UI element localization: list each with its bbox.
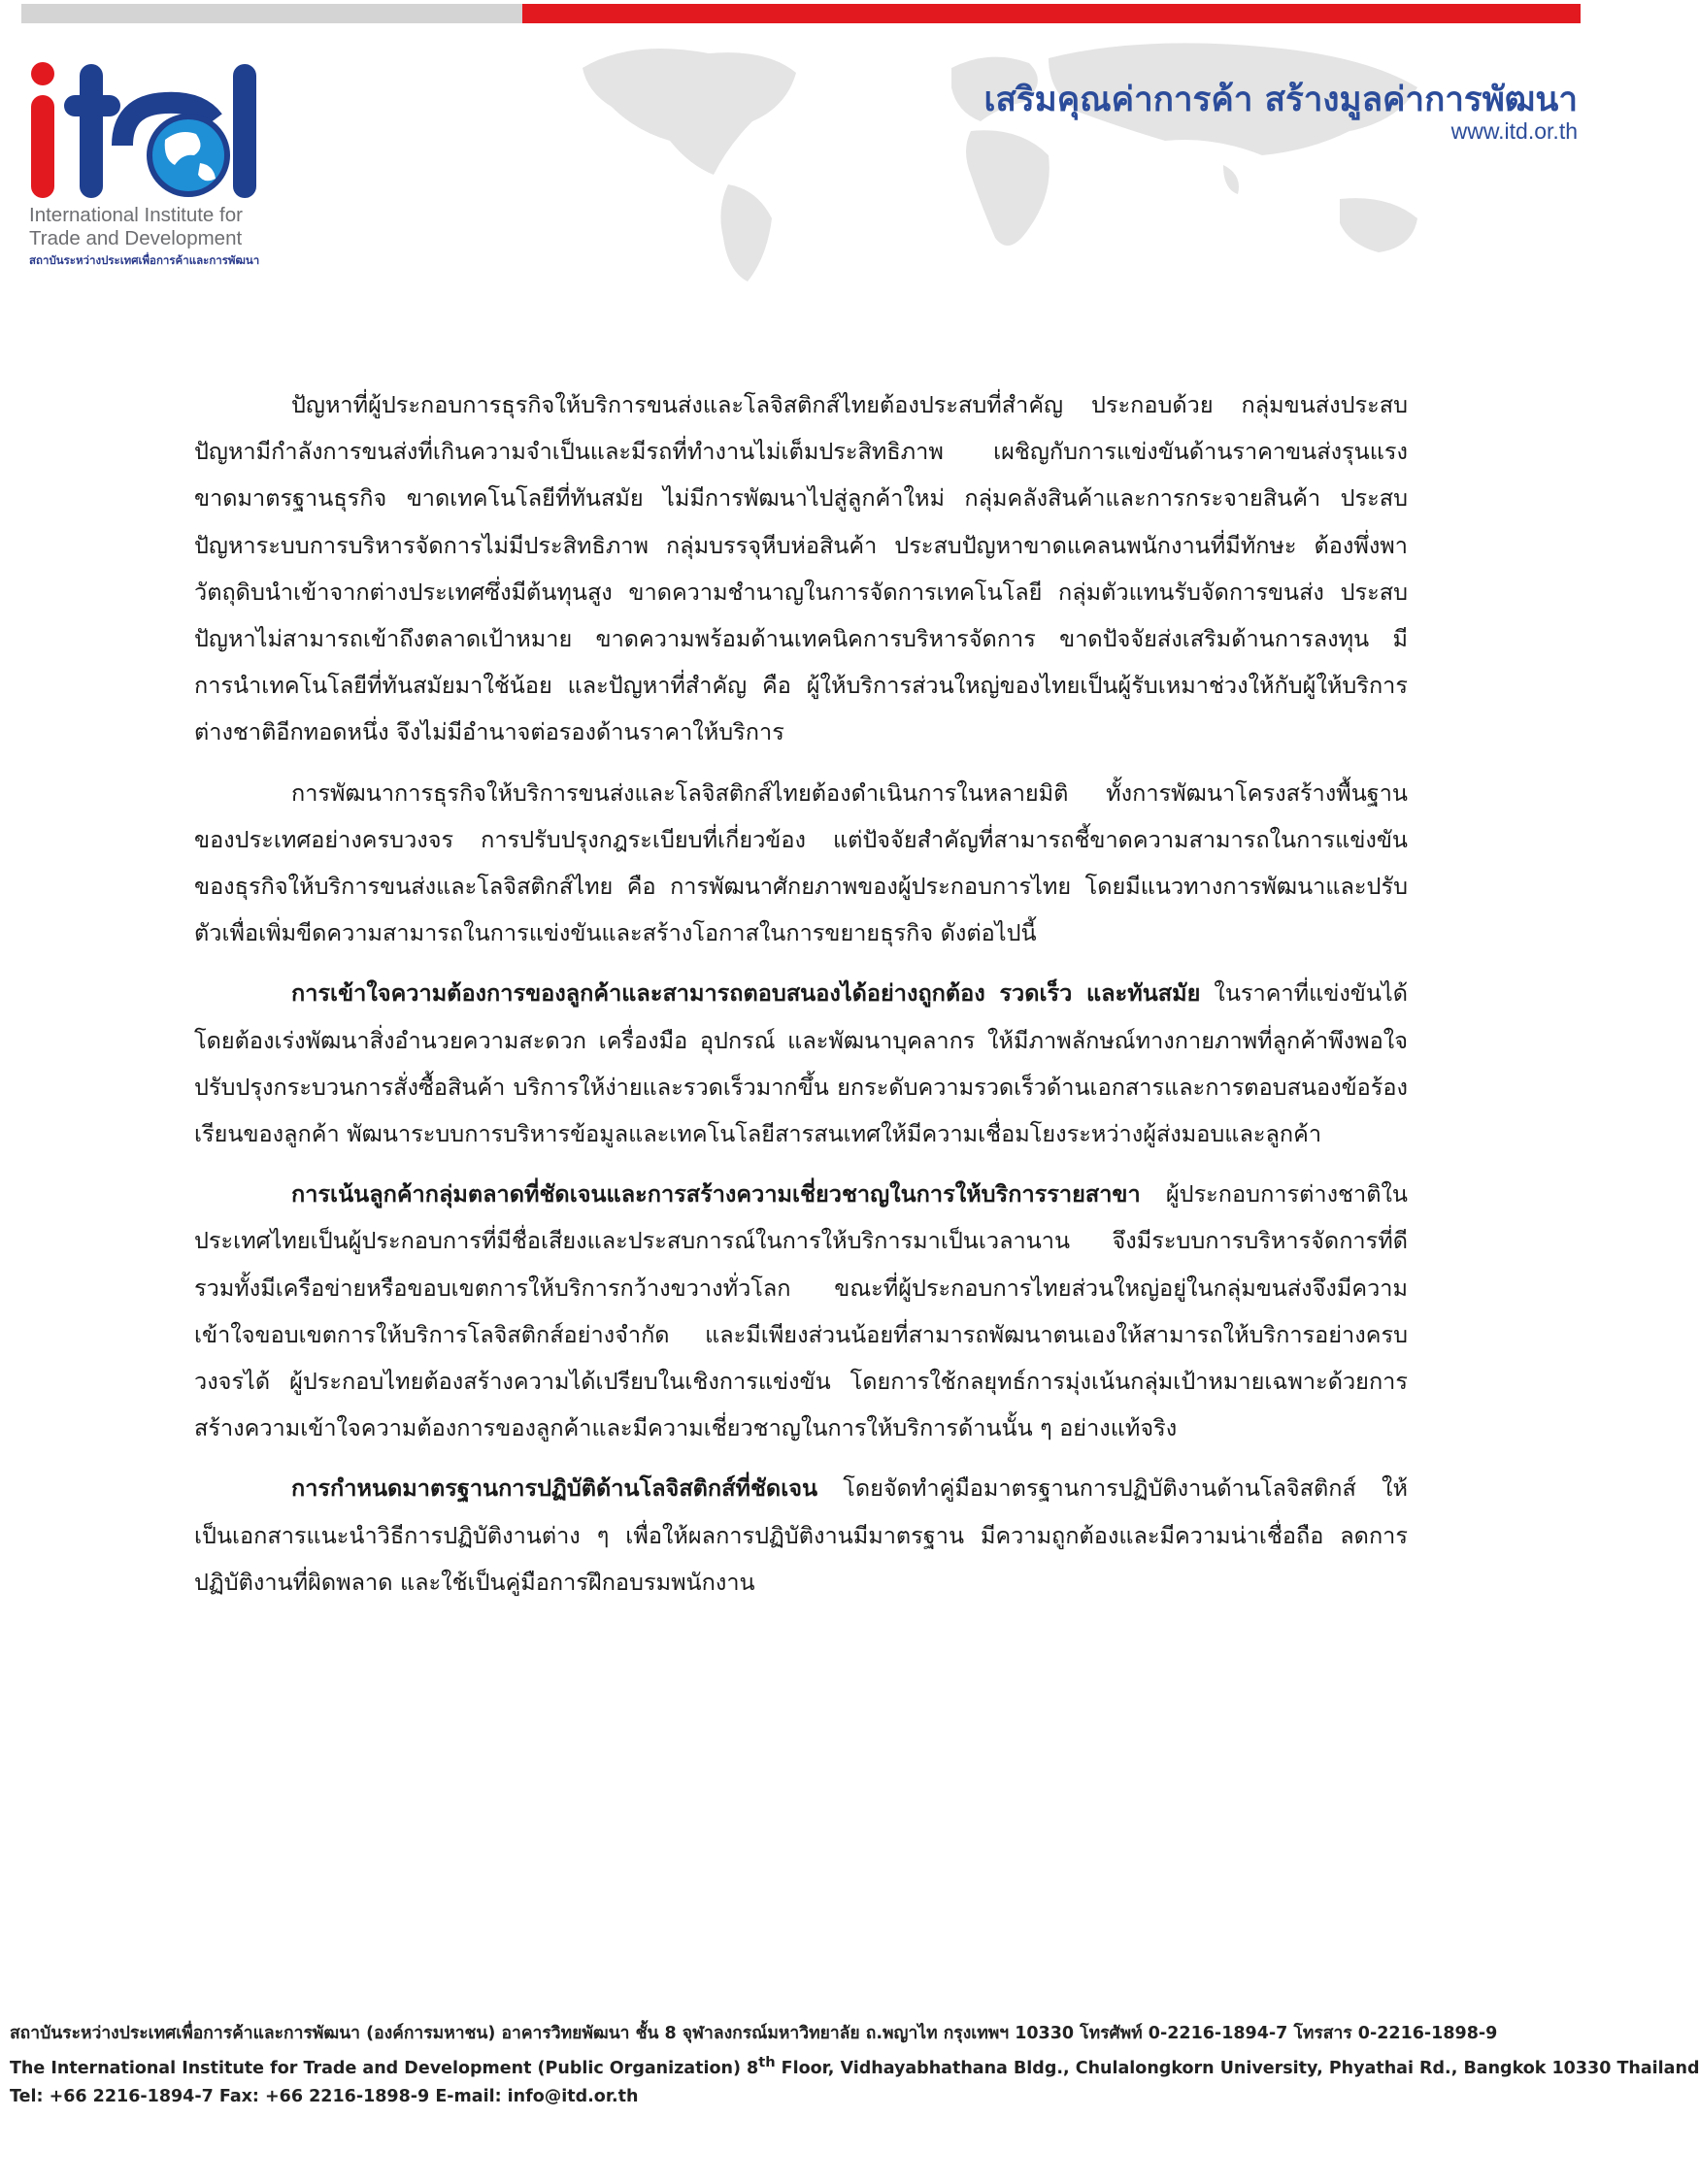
header-bar-grey xyxy=(21,4,522,23)
paragraph-2: การพัฒนาการธุรกิจให้บริการขนส่งและโลจิสติกส์ไทยต้องดำเนินการในหลายมิติ ทั้งการพัฒนาโครงสร้างพื้นฐานของประเทศอย่างครบวงจร การปรับปรุงกฎระเบียบที่เกี่ยวข้อง แต่ปัจจัยสำคัญที่สามารถชี้ขาดความสามารถในการแข่งขันของธุรกิจให้บริการขนส่งและโลจิสติกส์ไทย คือ การพัฒนาศักยภาพของผู้ประกอบการไทย โดยมีแนวทางการพัฒนาและปรับตัวเพื่อเพิ่มขีดความสามารถในการแข่งขันและสร้างโอกาสในการขยายธุรกิจ ดังต่อไปนี้ xyxy=(194,778,1408,947)
footer-address-thai: สถาบันระหว่างประเทศเพื่อการค้าและการพัฒนา (องค์การมหาชน) อาคารวิทยพัฒนา ชั้น 8 จุฬาลงกรณ์มหาวิทยาลัย ถ.พญาไท กรุงเทพฯ 10330 โทรศัพท์ 0-2216-1894-7 โทรสาร 0-2216-1898-9 xyxy=(10,2024,1498,2043)
paragraph-3-text: ในราคาที่แข่งขันได้ โดยต้องเร่งพัฒนาสิ่งอำนวยความสะดวก เครื่องมือ อุปกรณ์ และพัฒนาบุคลากร ให้มีภาพลักษณ์ทางกายภาพที่ลูกค้าพึงพอใจ ปรับปรุงกระบวนการสั่งซื้อสินค้า บริการให้ง่ายและรวดเร็วมากขึ้น ยกระดับความรวดเร็วด้านเอกสารและการตอบสนองข้อร้องเรียนของลูกค้า พัฒนาระบบการบริหารข้อมูลและเทคโนโลยีสารสนเทศให้มีความเชื่อมโยงระหว่างผู้ส่งมอบและลูกค้า xyxy=(194,979,1408,1148)
paragraph-5 xyxy=(194,1465,1408,1605)
paragraph-4-text: ผู้ประกอบการต่างชาติในประเทศไทยเป็นผู้ประกอบการที่มีชื่อเสียงและประสบการณ์ในการให้บริการมาเป็นเวลานาน จึงมีระบบการบริหารจัดการที่ดี รวมทั้งมีเครือข่ายหรือขอบเขตการให้บริการกว้างขวางทั่วโลก ขณะที่ผู้ประกอบการไทยส่วนใหญ่อยู่ในกลุ่มขนส่งจึงมีความเข้าใจขอบเขตการให้บริการโลจิสติกส์อย่างจำกัด และมีเพียงส่วนน้อยที่สามารถพัฒนาตนเองให้สามารถให้บริการอย่างครบวงจรได้ ผู้ประกอบไทยต้องสร้างความได้เปรียบในเชิงการแข่งขัน โดยการใช้กลยุทธ์การมุ่งเน้นกลุ่มเป้าหมายเฉพาะด้วยการสร้างความเข้าใจความต้องการของลูกค้าและมีความเชี่ยวชาญในการให้บริการด้านนั้น ๆ อย่างแท้จริง xyxy=(194,1180,1408,1442)
footer xyxy=(10,2020,1699,2111)
logo-text-line2: Trade and Development xyxy=(29,227,243,249)
paragraph-1: ปัญหาที่ผู้ประกอบการธุรกิจให้บริการขนส่งและโลจิสติกส์ไทยต้องประสบที่สำคัญ ประกอบด้วย กลุ่มขนส่งประสบปัญหามีกำลังการขนส่งที่เกินความจำเป็นและมีรถที่ทำงานไม่เต็มประสิทธิภาพ เผชิญกับการแข่งขันด้านราคาขนส่งรุนแรง ขาดมาตรฐานธุรกิจ ขาดเทคโนโลยีที่ทันสมัย ไม่มีการพัฒนาไปสู่ลูกค้าใหม่ กลุ่มคลังสินค้าและการกระจายสินค้า ประสบปัญหาระบบการบริหารจัดการไม่มีประสิทธิภาพ กลุ่มบรรจุหีบห่อสินค้า ประสบปัญหาขาดแคลนพนักงานที่มีทักษะ ต้องพึ่งพาวัตถุดิบนำเข้าจากต่างประเทศซึ่งมีต้นทุนสูง ขาดความชำนาญในการจัดการเทคโนโลยี กลุ่มตัวแทนรับจัดการขนส่ง ประสบปัญหาไม่สามารถเข้าถึงตลาดเป้าหมาย ขาดความพร้อมด้านเทคนิคการบริหารจัดการ ขาดปัจจัยส่งเสริมด้านการลงทุน มีการนำเทคโนโลยีที่ทันสมัยมาใช้น้อย และปัญหาที่สำคัญ คือ ผู้ให้บริการส่วนใหญ่ของไทยเป็นผู้รับเหมาช่วงให้กับผู้ให้บริการต่างชาติอีกทอดหนึ่ง จึงไม่มีอำนาจต่อรองด้านราคาให้บริการ xyxy=(194,391,1408,746)
paragraph-5-heading: การกำหนดมาตรฐานการปฏิบัติด้านโลจิสติกส์ที่ชัดเจน xyxy=(291,1474,818,1503)
footer-address-english: The International Institute for Trade and Development (Public Organization) 8th Floor, Vidhayabhathana Bldg., Chulalongkorn University, Phyathai Rd., Bangkok 10330 Thailand xyxy=(10,2054,1699,2078)
header-bar-red xyxy=(522,4,1581,23)
document-body xyxy=(194,381,1408,1619)
paragraph-3 xyxy=(194,970,1408,1157)
paragraph-3-heading: การเข้าใจความต้องการของลูกค้าและสามารถตอบสนองได้อย่างถูกต้อง รวดเร็ว และทันสมัย xyxy=(291,979,1201,1008)
header-website: www.itd.or.th xyxy=(1450,118,1578,144)
paragraph-5-text: โดยจัดทำคู่มือมาตรฐานการปฏิบัติงานด้านโลจิสติกส์ ให้เป็นเอกสารแนะนำวิธีการปฏิบัติงานต่าง ๆ เพื่อให้ผลการปฏิบัติงานมีมาตรฐาน มีความถูกต้องและมีความน่าเชื่อถือ ลดการปฏิบัติงานที่ผิดพลาด และใช้เป็นคู่มือการฝึกอบรมพนักงาน xyxy=(194,1474,1408,1596)
itd-logo xyxy=(29,58,282,277)
logo-text-line1: International Institute for xyxy=(29,204,243,226)
footer-contact: Tel: +66 2216-1894-7 Fax: +66 2216-1898-9 E-mail: info@itd.or.th xyxy=(10,2086,639,2106)
paragraph-4 xyxy=(194,1171,1408,1451)
itd-wordmark-graphic xyxy=(29,58,282,204)
world-map-background xyxy=(544,29,1573,291)
logo-text-thai: สถาบันระหว่างประเทศเพื่อการค้าและการพัฒนา xyxy=(29,255,260,267)
paragraph-4-heading: การเน้นลูกค้ากลุ่มตลาดที่ชัดเจนและการสร้างความเชี่ยวชาญในการให้บริการรายสาขา xyxy=(291,1180,1141,1208)
header-tagline: เสริมคุณค่าการค้า สร้างมูลค่าการพัฒนา xyxy=(983,81,1578,119)
